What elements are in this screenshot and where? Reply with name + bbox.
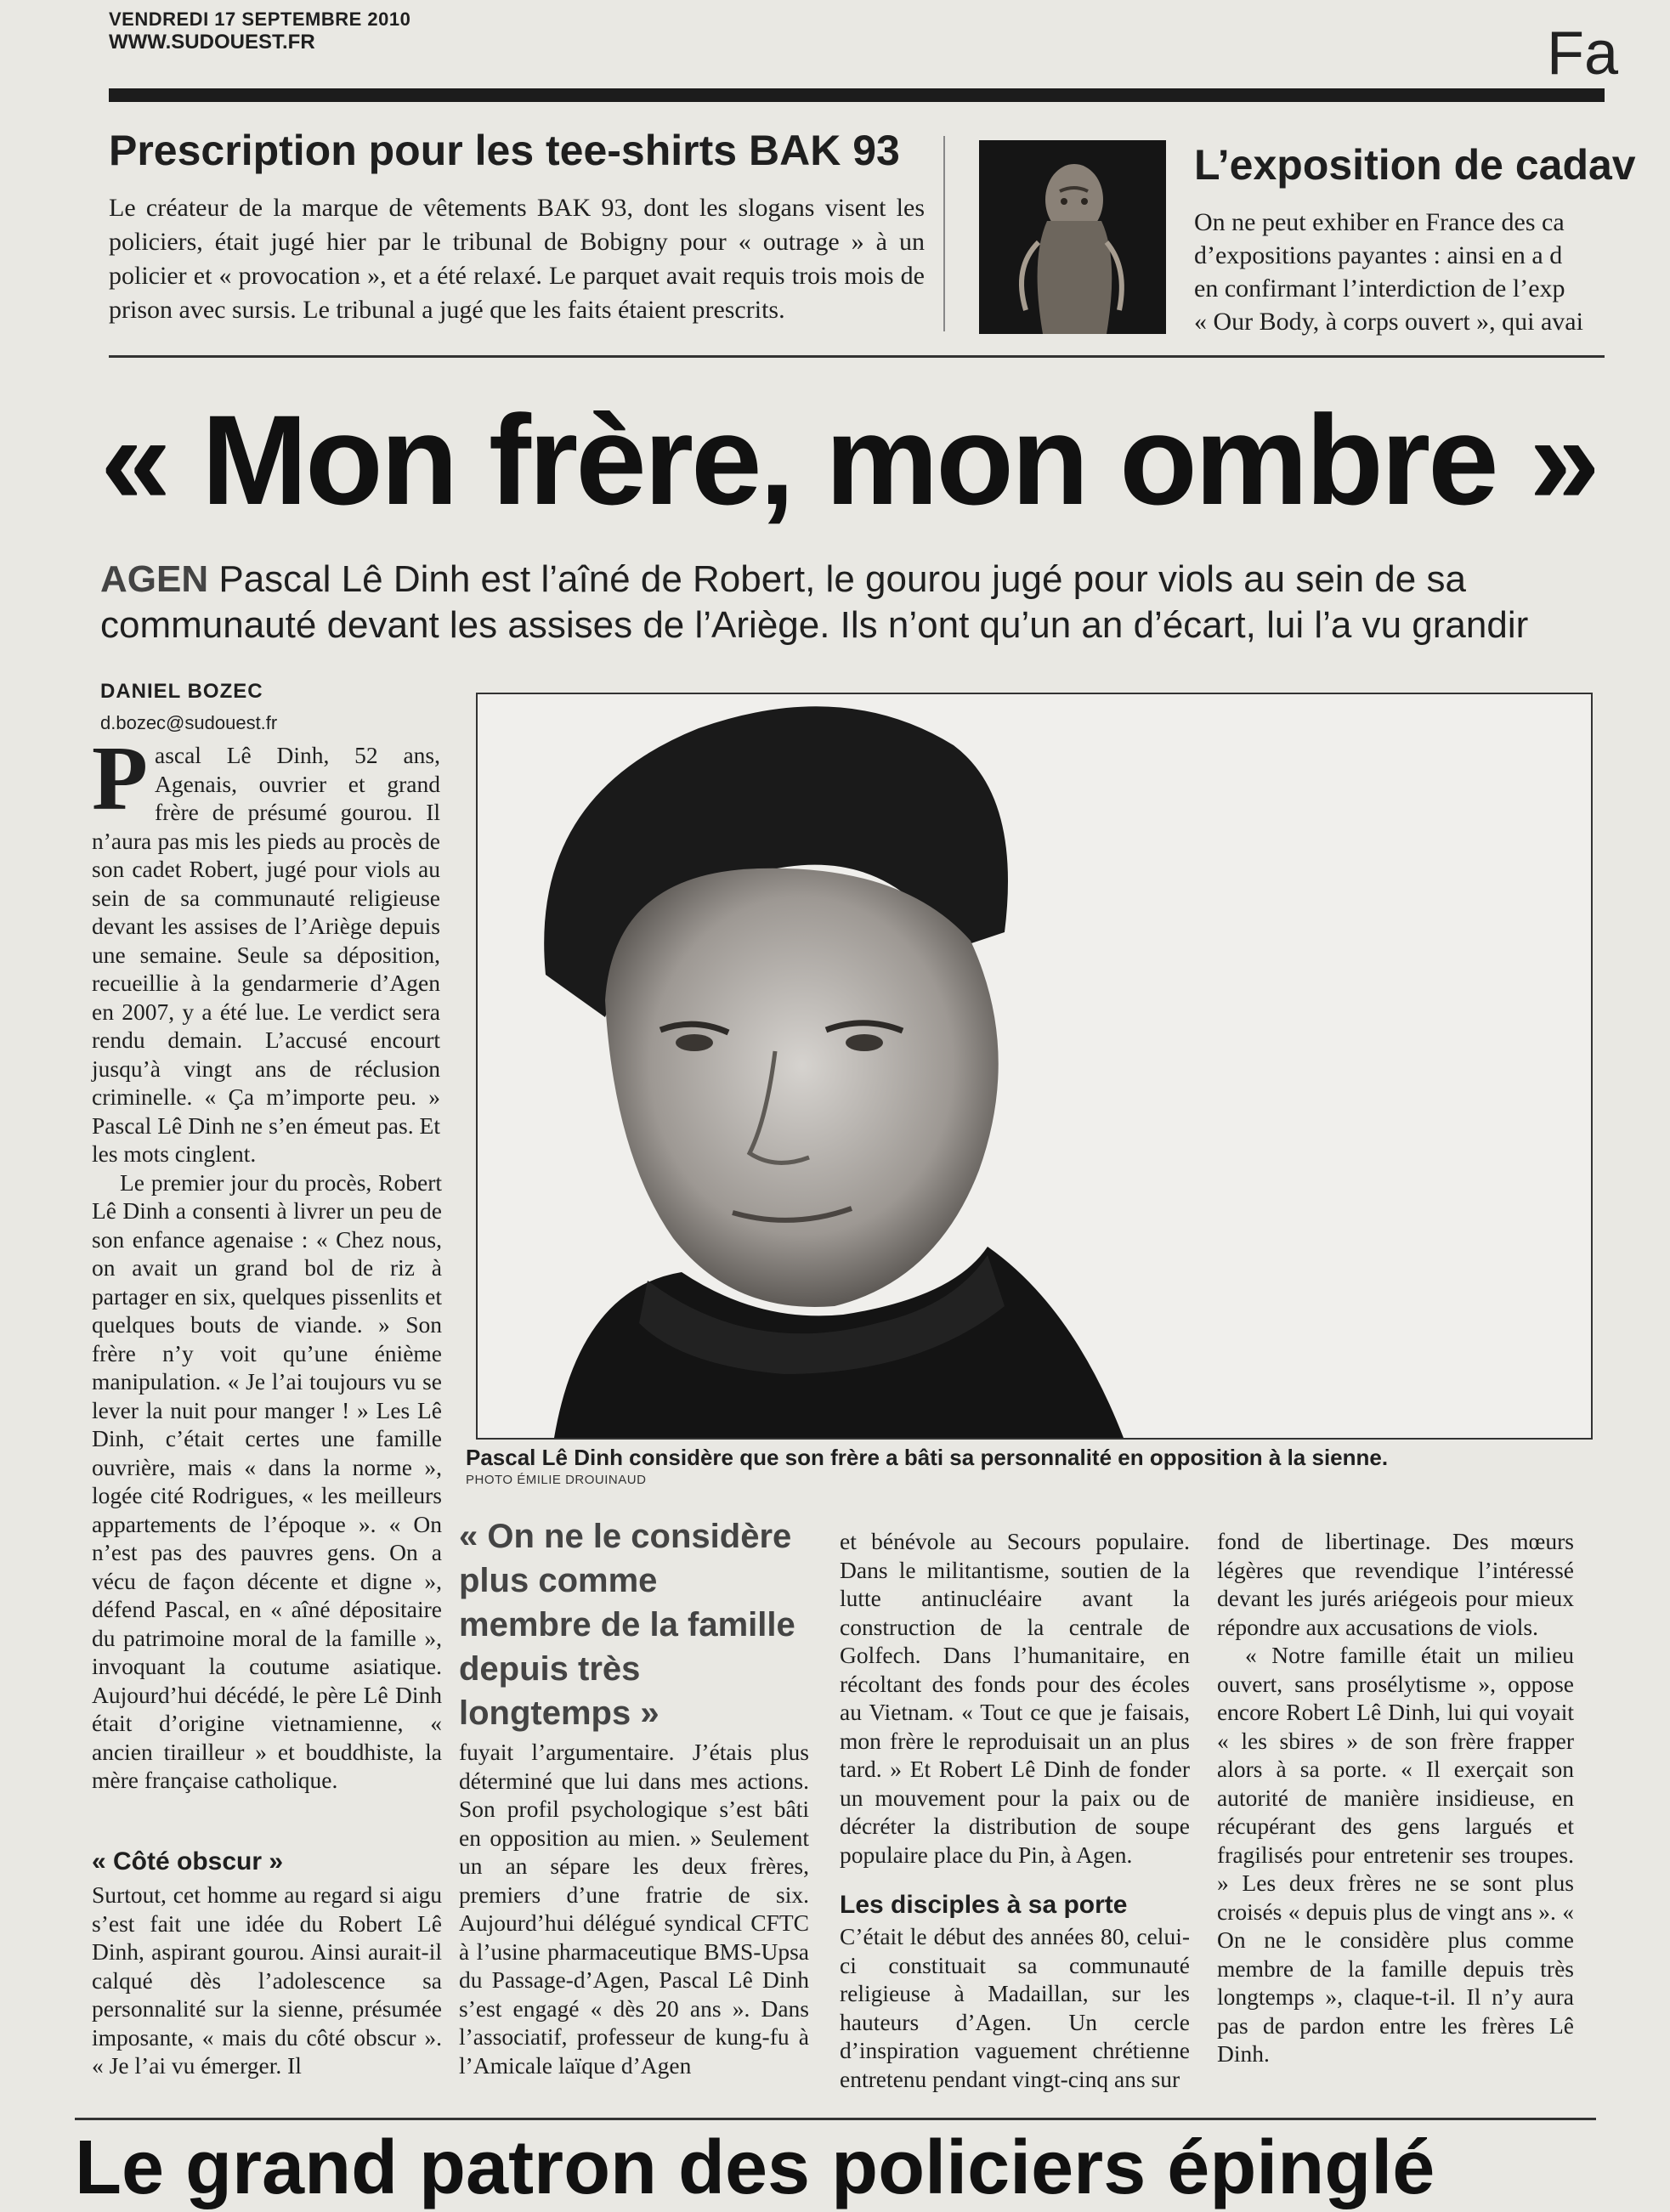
article-headline: « Mon frère, mon ombre » (100, 388, 1598, 531)
subhead: « Côté obscur » (92, 1847, 284, 1875)
brief-body: Le créateur de la marque de vêtements BAK 93, dont les slogans visent les policiers, était jugé hier par le tribunal de Bobigny pour « outrage » à un policier et « provocation », et a été relaxé. Le parquet avait requis trois mois de prison avec sursis. Le tribunal a jugé que les faits étaient prescrits. (109, 194, 925, 324)
article-column-3 (840, 1527, 1190, 1869)
byline: DANIEL BOZEC (100, 680, 263, 703)
section-title-fragment: Fa (1547, 20, 1619, 88)
brief2-line: On ne peut exhiber en France des ca (1194, 208, 1565, 236)
deck-text: Pascal Lê Dinh est l’aîné de Robert, le gourou jugé pour viols au sein de sa communauté devant les assises de l’Ariège. Ils n’ont qu’un an d’écart, lui l’a vu grandir (100, 558, 1529, 646)
brief-body-2 (1194, 206, 1670, 338)
top-rule (109, 88, 1605, 102)
paragraph: Surtout, cet homme au regard si aigu s’est fait une idée du Robert Lê Dinh, aspirant gourou. Ainsi aurait-il calqué dès l’adolescence sa personnalité sur la sienne, présumée imposante, « mais du côté obscur ». « Je l’ai vu émerger. Il (92, 1881, 442, 2079)
brief2-line: « Our Body, à corps ouvert », qui avai (1194, 308, 1583, 336)
brief-title: Prescription pour les tee-shirts BAK 93 (109, 127, 900, 174)
paragraph: fuyait l’argumentaire. J’étais plus déterminé que lui dans mes actions. Son profil psychologique s’est bâti en opposition au mien. » Seulement un an sépare les deux frères, premiers d’une fratrie de six. Aujourd’hui délégué syndical CFTC à l’usine pharmaceutique BMS-Upsa du Passage-d’Agen, Pascal Lê Dinh s’est engagé « dès 20 ans ». Dans l’associatif, professeur de kung-fu à l’Amicale laïque d’Agen (459, 1739, 809, 2079)
bottom-rule (75, 2118, 1596, 2120)
next-article-headline: Le grand patron des policiers épinglé (75, 2125, 1435, 2210)
article-deck (100, 557, 1562, 648)
paragraph: « Notre famille était un milieu ouvert, sans prosélytisme », oppose encore Robert Lê Dinh, lui qui voyait « les sbires » de son frère frapper alors à sa porte. « Il exerçait son autorité de manière insidieuse, en récupérant des gens largués et fragilisés pour entretenir ses troupes. » Les deux frères ne se sont plus croisés « depuis plus de vingt ans ». « On ne le considère plus comme membre de la famille depuis très longtemps », claque-t-il. Il n’y aura pas de pardon entre les frères Lê Dinh. (1217, 1642, 1574, 2067)
drop-cap: P (92, 728, 148, 829)
anatomy-exhibit-photo (979, 140, 1166, 334)
photo-credit: PHOTO ÉMILIE DROUINAUD (466, 1473, 647, 1487)
site-url: WWW.SUDOUEST.FR (109, 31, 315, 54)
brief-title-2: L’exposition de cadav (1194, 141, 1636, 189)
deck-kicker: AGEN (100, 558, 209, 600)
article-column-2 (459, 1738, 809, 2079)
issue-date: VENDREDI 17 SEPTEMBRE 2010 (109, 8, 411, 30)
paragraph: fond de libertinage. Des mœurs légères que revendique l’intéressé devant les jurés ariégeois pour mieux répondre aux accusations de viols. (1217, 1528, 1574, 1640)
article-column-3-continued (840, 1922, 1190, 2093)
paragraph: Le premier jour du procès, Robert Lê Dinh a consenti à livrer un peu de son enfance agenaise : « Chez nous, on avait un grand bol de riz à partager en six, quelques pissenlits et quelques bouts de viande. » Son frère n’y voit qu’une énième manipulation. « Je l’ai toujours vu se lever la nuit pour manger ! » Les Lê Dinh, c’était certes une famille ouvrière, mais « dans la norme », logée cité Rodrigues, « les meilleurs appartements de l’époque ». « On n’est pas des pauvres gens. On a vécu de façon décente et digne », défend Pascal, en « aîné dépositaire du patrimoine moral de la famille », invoquant la coutume asiatique. Aujourd’hui décédé, le père Lê Dinh était d’origine vietnamienne, « ancien tirailleur » et bouddhiste, la mère française catholique. (92, 1168, 442, 1793)
photo-caption: Pascal Lê Dinh considère que son frère a bâti sa personnalité en opposition à la sienne. (466, 1445, 1389, 1470)
lead-text: ascal Lê Dinh, 52 ans, Agenais, ouvrier et grand frère de présumé gourou. Il n’aura pas mis les pieds au procès de son cadet Robert, jugé pour viols au sein de sa communauté religieuse devant les assises de l’Ariège depuis une semaine. Seule sa déposition, recueillie à la gendarmerie d’Agen en 2007, y a été lue. Le verdict sera rendu demain. L’accusé encourt jusqu’à vingt ans de réclusion criminelle. « Ça m’importe peu. » Pascal Lê Dinh ne s’en émeut pas. Et les mots cinglent. (92, 742, 440, 1167)
brief2-line: d’expositions payantes : ainsi en a d (1194, 241, 1563, 269)
author-email: d.bozec@sudouest.fr (100, 712, 278, 733)
pull-quote: « On ne le considère plus comme membre de la famille depuis très longtemps » (459, 1518, 795, 1732)
article-column-1-continued (92, 1881, 442, 2080)
article-column-1 (92, 728, 442, 1795)
section-rule (109, 355, 1605, 358)
brief2-line: en confirmant l’interdiction de l’exp (1194, 274, 1565, 303)
subhead: Les disciples à sa porte (840, 1891, 1128, 1919)
article-column-4 (1217, 1527, 1574, 2068)
lead-paragraph (92, 728, 440, 1168)
portrait-photo (476, 693, 1593, 1440)
column-divider (943, 136, 945, 331)
paragraph: et bénévole au Secours populaire. Dans le militantisme, soutien de la lutte antinucléaire avant la construction de la centrale de Golfech. Dans l’humanitaire, en récoltant des fonds pour des écoles au Vietnam. « Tout ce que je faisais, mon frère le reproduisait un an plus tard. » Et Robert Lê Dinh de fonder un mouvement pour la paix ou de décréter la distribution de soupe populaire place du Pin, à Agen. (840, 1528, 1190, 1868)
paragraph: C’était le début des années 80, celui-ci constituait sa communauté religieuse à Madaillan, sur les hauteurs d’Agen. Un cercle d’inspiration vaguement chrétienne entretenu pendant vingt-cinq ans sur (840, 1923, 1190, 2092)
